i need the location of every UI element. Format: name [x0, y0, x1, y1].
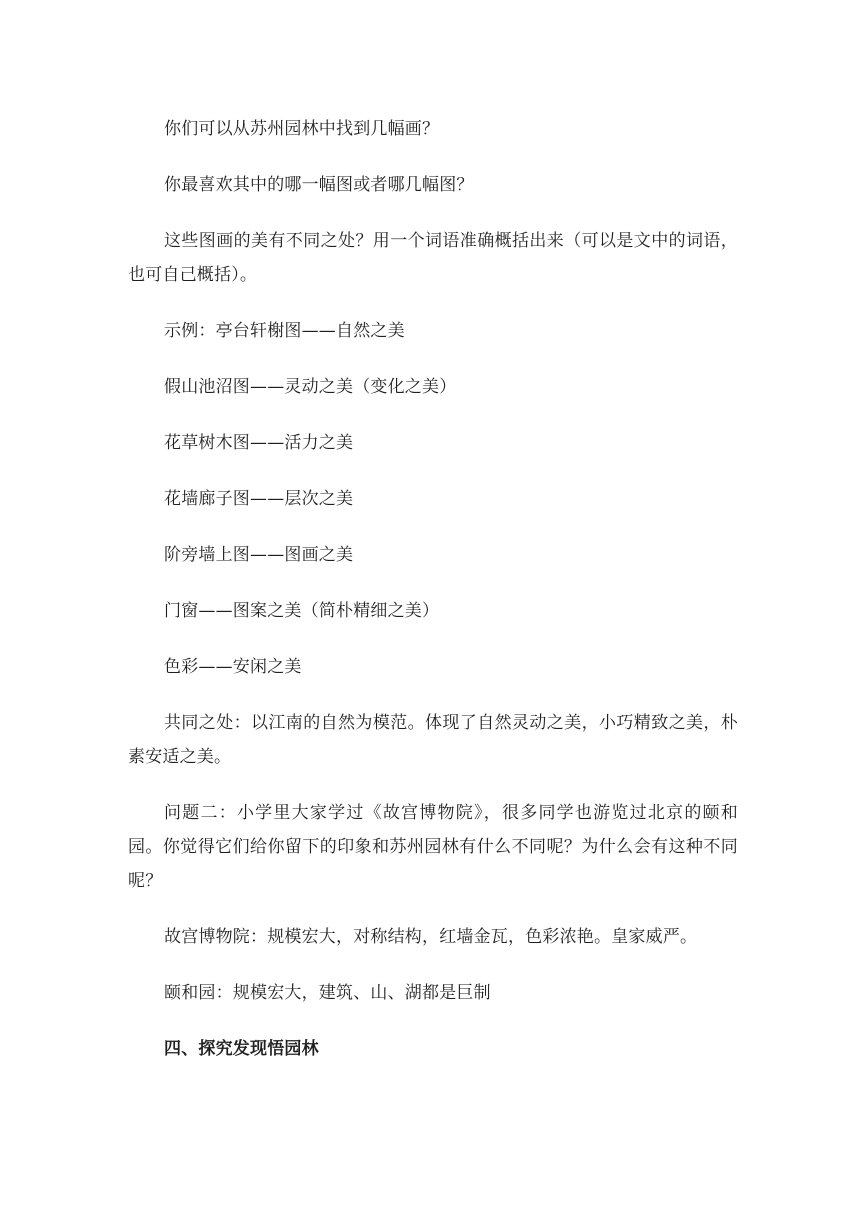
paragraph-question-paintings: 你们可以从苏州园林中找到几幅画？ [164, 119, 440, 139]
paragraph-common-points: 共同之处：以江南的自然为模范。体现了自然灵动之美，小巧精致之美，朴素安适之美。 [128, 713, 738, 767]
paragraph-summer-palace: 颐和园：规模宏大，建筑、山、湖都是巨制 [164, 983, 491, 1003]
paragraph-example-pavilion: 示例：亭台轩榭图——自然之美 [164, 321, 405, 341]
document-body [128, 112, 738, 1088]
paragraph-doors-windows: 门窗——图案之美（简朴精细之美） [164, 601, 440, 621]
paragraph-flowers-trees: 花草树木图——活力之美 [164, 433, 354, 453]
paragraph-question-two: 问题二：小学里大家学过《故宫博物院》，很多同学也游览过北京的颐和园。你觉得它们给你留下的印象和苏州园林有什么不同呢？为什么会有这种不同呢？ [128, 803, 738, 891]
paragraph-colors: 色彩——安闲之美 [164, 657, 302, 677]
section-heading: 四、探究发现悟园林 [164, 1039, 319, 1059]
paragraph-palace-museum: 故宫博物院：规模宏大，对称结构，红墙金瓦，色彩浓艳。皇家威严。 [164, 927, 698, 947]
paragraph-steps-walls: 阶旁墙上图——图画之美 [164, 545, 354, 565]
paragraph-rockery-pond: 假山池沼图——灵动之美（变化之美） [164, 377, 457, 397]
paragraph-question-favorite: 你最喜欢其中的哪一幅图或者哪几幅图？ [164, 175, 474, 195]
paragraph-question-differences: 这些图画的美有不同之处？用一个词语准确概括出来（可以是文中的词语，也可自己概括）。 [128, 231, 738, 285]
paragraph-walls-corridors: 花墙廊子图——层次之美 [164, 489, 354, 509]
